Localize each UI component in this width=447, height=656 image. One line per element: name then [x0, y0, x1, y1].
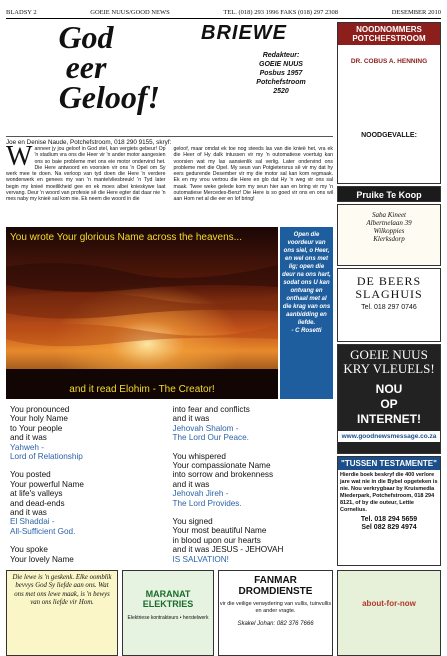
maranat-ad — [122, 570, 214, 656]
bottom-ads — [6, 570, 333, 656]
address-line: Posbus 1957 — [259, 70, 303, 77]
archive-line: Saba Kineet — [371, 211, 407, 219]
poem-line: You pronounced — [10, 405, 70, 414]
tussen-testamente-ad — [337, 456, 441, 566]
quote-text: Open die voordeur van ons siel, o Heer, en wel ons met lig; open die deur na ons hart, sodat ons U kan ontvang en onthaal met al die krag van ons aanbidding en liefde. — [282, 232, 331, 326]
maranat-name: MARANAT ELEKTRIES — [142, 589, 194, 609]
tt-body: Hierdie boek beskryf die 400 verlore jare wat nie in die Bybel opgeteken is nie. Nou verkrygbaar by Kruismedia Miederpark, Potchefstroom, 018 294 8121, of by die outeur, Lettie Cornelius. — [340, 472, 438, 513]
page-header — [6, 6, 441, 19]
headline-line-3: Geloof! — [58, 79, 160, 115]
tt-title: "TUSSEN TESTAMENTE" — [338, 457, 440, 470]
poem-line: at life's valleys — [10, 489, 63, 499]
archive-ad — [337, 204, 441, 266]
poem-gap — [10, 461, 173, 470]
love-quote-text: Die lewe is 'n geskenk. Elke oomblik bevvys God Sy liefde aan ons. Wat ons met ons lewe maak, is 'n bewys van ons liefde vir Hom. — [12, 574, 112, 607]
contact-line: TEL. (018) 293 1996 FAKS (018) 297 2308 — [223, 8, 339, 16]
paper-name: GOEIE NUUS/GOOD NEWS — [90, 8, 170, 16]
poem-line: The Lord Provides. — [172, 498, 242, 508]
address-line: Potchefstroom — [256, 79, 306, 86]
poem-line: Your compassionate Name — [172, 461, 271, 471]
quote-author: - C Rosetti — [291, 328, 322, 334]
poem-line: Your lovely Name — [10, 554, 74, 564]
poem-gap — [173, 443, 336, 452]
poem-line: Jehovah Jireh - — [172, 489, 229, 499]
poem-line: Lord of Relationship — [10, 452, 83, 462]
debeers-name: SLAGHUIS — [355, 287, 423, 301]
fanmar-name: FANMAR DROMDIENSTE — [238, 575, 313, 597]
debeers-ad — [337, 268, 441, 342]
archive-line: Albertnelaan 39 — [366, 219, 412, 227]
prayer-quote — [280, 227, 333, 399]
headline-line-1: God — [58, 19, 114, 55]
photo-caption-bottom: and it read Elohim - The Creator! — [69, 384, 215, 395]
about-title: about-for-now — [362, 599, 416, 608]
letter-author: Joe en Denise Naude, Potchefstroom, 018 290 9155, skryf: — [6, 136, 333, 146]
poem-line: and it was — [10, 508, 47, 518]
issue-month: DESEMBER 2010 — [391, 8, 441, 16]
photo-caption-top: You wrote Your glorious Name across the heavens... — [10, 232, 242, 243]
address-line: 2520 — [273, 88, 289, 95]
debeers-name: DE BEERS — [356, 274, 422, 288]
poem-line: and it was — [10, 433, 47, 443]
noodgevalle-heading: NOODGEVALLE: — [361, 132, 417, 139]
poem-line: into fear and conflicts — [172, 405, 250, 414]
gn-title: KRY VLEUELS! — [343, 361, 435, 376]
maranat-line: Elektriese kontrakteurs • herstelwerk — [127, 615, 209, 621]
gn-url[interactable]: www.goodnewsmessage.co.za — [338, 431, 440, 442]
headline-line-2: eer — [65, 49, 107, 85]
poem-gap — [173, 508, 336, 517]
poem-line: in blood upon our hearts — [172, 535, 261, 545]
poem-gap — [10, 536, 173, 545]
poem-line: Yahweh - — [10, 442, 44, 452]
tt-phone: Tel. 018 294 5659 — [360, 516, 418, 523]
sunset-photo — [6, 227, 278, 399]
letter-column-2: geloof, maar omdat ek toe nog steeds las van die knieë het, vra ek die Heer of Hy dalk intussen vir my 'n outomatiese voertuig kan voorsien wat my las aansienlik sal verlig. Later ondervind ons probleme met die Opel. My seun van Potgietersrus sê vir my dat hy eers gedurende Desember vir my die motor sal kan kom regmaak. Ek en my vrou vertrou die Here en glo dat Hy 'n weg vir ons sal maak. Twee weke gelede kom my seun hier aan en bring vir my 'n outomatiese Mercedes-Benz! Die Here is so goed vir ons en ons wil aan Hom net al die eer en lof bring! — [173, 146, 333, 203]
debeers-phone: Tel. 018 297 0746 — [361, 304, 417, 311]
noodnommers-ad — [337, 22, 441, 184]
drop-cap: W — [6, 141, 33, 172]
poem — [10, 405, 335, 564]
poem-line: Your most beautiful Name — [172, 526, 267, 536]
poem-line: and it was — [172, 414, 210, 424]
page-number: BLADSY 2 — [6, 8, 37, 16]
fanmar-contact: Skakel Johan: 082 376 7666 — [237, 621, 314, 627]
poem-line: Your holy Name — [10, 414, 68, 424]
letter-text-1: anneer jy jou geloof in God stel, kan vergiets gebeur! Op 'n stadium vra ons die Heer vir 'n ander motor aangesien ons so baie probleme met ons eie motor ondervind het. Die Here antwoord en voorsien vir ons 'n Opel om Sy werk mee te doen. Na verloop van tyd doen die Here 'n verdere wonderwerk en genees my van 'n mantelvliesbreuk! 'n Tyd later begin my knieë moeilikheid gee en ek moes albei knieskywe laat vervang. Deur 'n woord van profesie sê die Here egter dat daar nie 'n mes naby my knieë sal kom nie. Ek neem die woord in die — [6, 146, 166, 203]
archive-line: Klerksdorp — [373, 235, 405, 243]
fanmar-desc: vir die veilige verwydering van vullis, tuinvullis en ander vragte. — [219, 601, 332, 614]
address-line: Redakteur: — [262, 52, 300, 59]
editor-address — [231, 51, 331, 96]
poem-line: and dead-ends — [10, 498, 65, 508]
poem-line: IS SALVATION! — [172, 554, 229, 564]
gn-body: OP — [380, 397, 398, 411]
sunset-illustration — [6, 227, 278, 399]
noodnommers-title: NOODNOMMERS POTCHEFSTROOM — [338, 23, 440, 45]
poem-line: and it was JESUS - JEHOVAH — [172, 545, 284, 555]
poem-line: Jehovah Shalom - — [172, 423, 239, 433]
poem-column-2 — [173, 405, 336, 564]
poem-line: You signed — [172, 517, 213, 527]
poem-column-1 — [10, 405, 173, 564]
gn-title: GOEIE NUUS — [350, 347, 428, 362]
briewe-box — [181, 22, 331, 134]
poem-line: into sorrow and brokenness — [172, 470, 274, 480]
about-ad — [337, 570, 441, 656]
poem-line: to Your people — [10, 423, 63, 433]
poem-line: Your powerful Name — [10, 479, 84, 489]
poem-line: You spoke — [10, 545, 48, 555]
poem-line: You posted — [10, 470, 51, 480]
gn-body: INTERNET! — [357, 412, 421, 426]
gn-body: NOU — [375, 382, 403, 396]
headline — [6, 19, 166, 134]
poem-line: The Lord Our Peace. — [172, 433, 249, 443]
archive-line: Wilkoppies — [373, 227, 405, 235]
briewe-title: BRIEWE — [201, 22, 287, 44]
goeie-nuus-ad — [337, 344, 441, 454]
poem-line: You whispered — [172, 451, 226, 461]
pruike-ad: Pruike Te Koop — [337, 186, 441, 202]
love-quote-ad — [6, 570, 118, 656]
poem-line: and it was — [172, 479, 210, 489]
poem-line: All-Sufficient God. — [10, 526, 76, 536]
tt-phone: Sel 082 829 4974 — [361, 524, 417, 531]
address-line: GOEIE NUUS — [259, 61, 303, 68]
poem-line: El Shaddai - — [10, 517, 55, 527]
doctor-name: DR. COBUS A. HENNING — [350, 58, 428, 65]
fanmar-ad — [218, 570, 333, 656]
